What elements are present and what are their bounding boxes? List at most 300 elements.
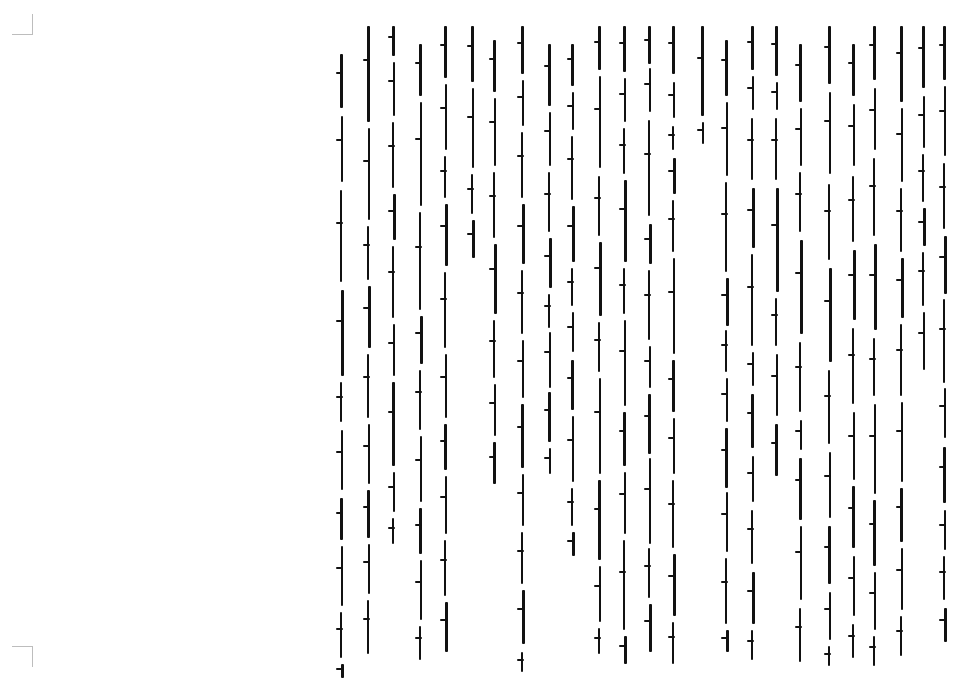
glyph-stroke [445, 354, 447, 418]
glyph-stroke [873, 158, 875, 236]
glyph-tick [517, 659, 524, 661]
glyph-stroke [673, 418, 675, 474]
glyph-stroke [944, 236, 947, 294]
glyph-stroke [623, 26, 626, 72]
glyph-tick [747, 412, 754, 414]
glyph-tick [594, 197, 601, 199]
glyph-stroke [649, 458, 651, 544]
text-column-21 [437, 0, 457, 692]
glyph-stroke [799, 172, 801, 232]
glyph-stroke [419, 508, 422, 554]
glyph-stroke [624, 636, 627, 664]
text-column-17 [541, 0, 561, 692]
glyph-tick [939, 405, 946, 407]
glyph-tick [336, 628, 343, 630]
glyph-tick [668, 636, 675, 638]
glyph-tick [848, 274, 855, 276]
glyph-tick [747, 87, 754, 89]
glyph-tick [415, 246, 422, 248]
glyph-stroke [419, 370, 421, 430]
glyph-tick [567, 377, 574, 379]
glyph-stroke [548, 44, 551, 106]
glyph-stroke [900, 616, 902, 656]
glyph-stroke [873, 500, 876, 566]
glyph-stroke [923, 312, 925, 370]
glyph-stroke [341, 546, 343, 606]
glyph-stroke [726, 102, 728, 176]
glyph-tick [594, 508, 601, 510]
glyph-stroke [725, 558, 727, 624]
glyph-stroke [725, 330, 727, 372]
glyph-stroke [548, 172, 550, 232]
glyph-stroke [340, 54, 343, 108]
glyph-stroke [726, 630, 729, 652]
glyph-tick [896, 349, 903, 351]
glyph-tick [544, 65, 551, 67]
glyph-tick [544, 351, 551, 353]
glyph-tick [388, 210, 395, 212]
glyph-tick [517, 225, 524, 227]
glyph-stroke [673, 554, 676, 616]
glyph-stroke [673, 158, 676, 194]
glyph-tick [869, 109, 876, 111]
glyph-tick [336, 512, 343, 514]
glyph-stroke [571, 136, 573, 200]
glyph-stroke [673, 258, 675, 354]
glyph-tick [721, 449, 728, 451]
glyph-stroke [775, 298, 777, 346]
glyph-tick [388, 342, 395, 344]
glyph-tick [544, 255, 551, 257]
glyph-stroke [901, 258, 904, 318]
glyph-tick [795, 128, 802, 130]
glyph-stroke [420, 436, 422, 502]
glyph-stroke [944, 86, 946, 156]
glyph-stroke [751, 630, 753, 660]
glyph-tick [594, 41, 601, 43]
glyph-tick [896, 133, 903, 135]
glyph-stroke [598, 26, 601, 70]
glyph-tick [771, 224, 778, 226]
glyph-tick [795, 272, 802, 274]
glyph-stroke [775, 26, 778, 76]
column-text [718, 0, 719, 1]
glyph-stroke [943, 163, 945, 229]
column-text [541, 0, 542, 1]
text-column-11 [694, 0, 714, 692]
glyph-stroke [943, 556, 945, 600]
column-text [412, 0, 413, 1]
glyph-tick [918, 170, 925, 172]
glyph-tick [440, 496, 447, 498]
glyph-tick [619, 645, 626, 647]
glyph-stroke [571, 268, 573, 306]
glyph-stroke [874, 572, 876, 630]
glyph-stroke [672, 200, 674, 252]
glyph-stroke [340, 498, 343, 540]
glyph-tick [415, 332, 422, 334]
glyph-stroke [572, 416, 574, 482]
glyph-tick [747, 590, 754, 592]
glyph-tick [517, 426, 524, 428]
glyph-tick [388, 80, 395, 82]
glyph-tick [336, 222, 343, 224]
glyph-stroke [776, 188, 779, 292]
glyph-stroke [493, 442, 496, 484]
glyph-stroke [923, 96, 925, 148]
glyph-tick [771, 442, 778, 444]
glyph-tick [594, 339, 601, 341]
glyph-stroke [341, 430, 343, 490]
glyph-tick [721, 513, 728, 515]
text-column-9 [744, 0, 764, 692]
glyph-stroke [672, 126, 674, 150]
glyph-tick [795, 430, 802, 432]
glyph-tick [644, 294, 651, 296]
glyph-stroke [522, 204, 525, 264]
glyph-tick [619, 350, 626, 352]
glyph-stroke [672, 360, 675, 412]
glyph-tick [544, 409, 551, 411]
glyph-tick [489, 456, 496, 458]
glyph-stroke [599, 242, 602, 316]
glyph-stroke [572, 532, 575, 556]
glyph-tick [363, 618, 370, 620]
glyph-stroke [901, 548, 903, 610]
glyph-tick [489, 195, 496, 197]
glyph-stroke [341, 290, 344, 376]
glyph-stroke [367, 226, 369, 280]
glyph-stroke [472, 88, 474, 168]
glyph-stroke [420, 316, 423, 364]
glyph-stroke [623, 268, 625, 314]
glyph-stroke [799, 342, 801, 412]
glyph-stroke [852, 44, 855, 96]
glyph-tick [594, 585, 601, 587]
glyph-tick [388, 271, 395, 273]
glyph-stroke [368, 424, 370, 484]
glyph-tick [869, 646, 876, 648]
glyph-stroke [725, 182, 727, 272]
glyph-stroke [521, 26, 524, 74]
glyph-tick [896, 279, 903, 281]
glyph-tick [517, 42, 524, 44]
glyph-stroke [799, 608, 801, 662]
glyph-tick [869, 185, 876, 187]
glyph-tick [668, 42, 675, 44]
glyph-stroke [624, 472, 626, 534]
glyph-tick [440, 376, 447, 378]
glyph-tick [489, 58, 496, 60]
glyph-stroke [800, 108, 802, 166]
glyph-stroke [828, 370, 830, 444]
glyph-tick [619, 208, 626, 210]
glyph-stroke [521, 270, 523, 334]
glyph-tick [721, 393, 728, 395]
glyph-tick [336, 139, 343, 141]
glyph-stroke [726, 492, 728, 552]
glyph-stroke [549, 448, 551, 474]
glyph-tick [668, 291, 675, 293]
glyph-stroke [828, 184, 830, 260]
glyph-tick [721, 637, 728, 639]
glyph-tick [896, 430, 903, 432]
glyph-stroke [598, 628, 600, 654]
glyph-tick [939, 328, 946, 330]
glyph-tick [721, 294, 728, 296]
glyph-stroke [672, 480, 674, 548]
column-text [360, 0, 361, 1]
glyph-stroke [494, 98, 496, 166]
glyph-stroke [598, 322, 600, 372]
glyph-tick [489, 268, 496, 270]
glyph-tick [619, 144, 626, 146]
glyph-stroke [341, 664, 344, 678]
glyph-stroke [368, 128, 370, 220]
glyph-stroke [900, 488, 903, 542]
glyph-tick [440, 619, 447, 621]
glyph-tick [939, 44, 946, 46]
column-text [514, 0, 515, 1]
glyph-stroke [829, 268, 832, 362]
glyph-tick [644, 620, 651, 622]
glyph-tick [489, 402, 496, 404]
text-column-14 [616, 0, 636, 692]
glyph-tick [363, 506, 370, 508]
glyph-tick [415, 637, 422, 639]
text-column-6 [821, 0, 841, 692]
glyph-stroke [624, 180, 627, 262]
glyph-tick [363, 561, 370, 563]
glyph-stroke [648, 26, 651, 64]
column-text [915, 0, 916, 1]
glyph-tick [619, 571, 626, 573]
glyph-stroke [725, 428, 728, 488]
glyph-stroke [944, 510, 946, 550]
glyph-tick [939, 186, 946, 188]
glyph-tick [644, 360, 651, 362]
glyph-stroke [800, 240, 803, 334]
glyph-stroke [900, 26, 903, 102]
glyph-tick [848, 199, 855, 201]
glyph-tick [440, 44, 447, 46]
text-column-20 [464, 0, 484, 692]
glyph-tick [336, 668, 343, 670]
glyph-tick [869, 523, 876, 525]
glyph-stroke [726, 278, 729, 326]
glyph-stroke [799, 44, 802, 102]
glyph-tick [668, 94, 675, 96]
glyph-tick [668, 575, 675, 577]
glyph-tick [388, 36, 395, 38]
text-column-2 [915, 0, 935, 692]
glyph-tick [644, 238, 651, 240]
glyph-tick [918, 332, 925, 334]
glyph-stroke [444, 540, 446, 596]
glyph-stroke [944, 608, 947, 642]
glyph-stroke [922, 26, 925, 88]
glyph-stroke [521, 132, 523, 198]
text-column-23 [385, 0, 405, 692]
glyph-tick [896, 630, 903, 632]
glyph-stroke [751, 254, 753, 346]
glyph-tick [747, 472, 754, 474]
glyph-tick [771, 375, 778, 377]
glyph-tick [939, 256, 946, 258]
glyph-stroke [624, 78, 626, 122]
glyph-stroke [943, 447, 946, 503]
glyph-tick [824, 46, 831, 48]
glyph-tick [388, 145, 395, 147]
glyph-tick [824, 120, 831, 122]
glyph-tick [896, 506, 903, 508]
glyph-stroke [493, 40, 496, 92]
glyph-tick [363, 160, 370, 162]
glyph-tick [824, 546, 831, 548]
glyph-stroke [522, 340, 524, 398]
glyph-tick [747, 363, 754, 365]
glyph-tick [388, 486, 395, 488]
glyph-stroke [445, 204, 448, 266]
glyph-stroke [392, 246, 394, 318]
glyph-stroke [702, 122, 704, 144]
glyph-tick [795, 551, 802, 553]
glyph-stroke [572, 206, 575, 262]
glyph-stroke [648, 270, 650, 340]
glyph-tick [896, 210, 903, 212]
glyph-tick [440, 170, 447, 172]
glyph-stroke [853, 556, 855, 616]
text-column-4 [866, 0, 886, 692]
glyph-tick [489, 121, 496, 123]
glyph-tick [918, 114, 925, 116]
glyph-stroke [852, 176, 854, 242]
glyph-stroke [726, 378, 728, 422]
glyph-tick [619, 493, 626, 495]
column-text [437, 0, 438, 1]
glyph-stroke [648, 120, 650, 216]
glyph-tick [440, 107, 447, 109]
column-text [866, 0, 867, 1]
glyph-stroke [828, 646, 830, 666]
glyph-tick [594, 108, 601, 110]
glyph-stroke [673, 82, 675, 118]
glyph-tick [567, 158, 574, 160]
glyph-stroke [367, 490, 370, 538]
glyph-tick [939, 619, 946, 621]
glyph-stroke [393, 62, 395, 116]
text-column-12 [665, 0, 685, 692]
glyph-tick [567, 281, 574, 283]
glyph-stroke [420, 102, 422, 206]
glyph-tick [619, 430, 626, 432]
glyph-stroke [828, 26, 831, 84]
glyph-tick [869, 435, 876, 437]
glyph-stroke [874, 404, 876, 494]
glyph-tick [415, 459, 422, 461]
glyph-stroke [444, 272, 446, 348]
glyph-stroke [874, 244, 877, 330]
glyph-stroke [873, 636, 875, 666]
text-column-19 [486, 0, 506, 692]
glyph-tick [517, 492, 524, 494]
glyph-stroke [471, 26, 474, 82]
glyph-tick [697, 57, 704, 59]
glyph-tick [388, 411, 395, 413]
glyph-stroke [392, 122, 394, 188]
glyph-tick [747, 640, 754, 642]
glyph-stroke [493, 172, 495, 238]
glyph-tick [824, 300, 831, 302]
glyph-stroke [900, 324, 902, 396]
glyph-tick [939, 524, 946, 526]
column-text [694, 0, 695, 1]
glyph-stroke [752, 572, 755, 624]
glyph-tick [848, 635, 855, 637]
glyph-tick [644, 83, 651, 85]
glyph-stroke [599, 566, 601, 622]
column-text [821, 0, 822, 1]
glyph-stroke [901, 108, 903, 182]
glyph-tick [721, 127, 728, 129]
column-text [333, 0, 334, 1]
glyph-stroke [598, 480, 601, 560]
glyph-tick [668, 170, 675, 172]
glyph-tick [848, 507, 855, 509]
glyph-stroke [341, 116, 343, 182]
glyph-tick [747, 139, 754, 141]
glyph-stroke [572, 312, 574, 352]
glyph-tick [363, 59, 370, 61]
glyph-tick [440, 225, 447, 227]
glyph-tick [795, 64, 802, 66]
glyph-stroke [521, 404, 524, 468]
glyph-tick [697, 129, 704, 131]
glyph-tick [440, 440, 447, 442]
glyph-stroke [943, 299, 945, 383]
glyph-stroke [472, 220, 475, 258]
glyph-tick [824, 395, 831, 397]
glyph-stroke [522, 474, 524, 526]
glyph-tick [544, 457, 551, 459]
glyph-tick [567, 326, 574, 328]
glyph-tick [939, 571, 946, 573]
glyph-tick [771, 314, 778, 316]
glyph-stroke [751, 394, 754, 448]
glyph-tick [567, 105, 574, 107]
glyph-tick [363, 244, 370, 246]
glyph-stroke [444, 424, 447, 470]
glyph-tick [544, 130, 551, 132]
glyph-tick [619, 42, 626, 44]
text-column-25 [333, 0, 353, 692]
glyph-tick [594, 637, 601, 639]
glyph-tick [415, 581, 422, 583]
column-text [936, 0, 937, 1]
glyph-tick [467, 116, 474, 118]
glyph-stroke [623, 412, 626, 466]
glyph-tick [918, 47, 925, 49]
glyph-stroke [751, 510, 753, 564]
glyph-tick [517, 292, 524, 294]
glyph-tick [848, 435, 855, 437]
glyph-stroke [649, 68, 651, 112]
glyph-tick [415, 391, 422, 393]
glyph-tick [869, 592, 876, 594]
glyph-tick [771, 43, 778, 45]
glyph-tick [824, 475, 831, 477]
glyph-tick [896, 569, 903, 571]
